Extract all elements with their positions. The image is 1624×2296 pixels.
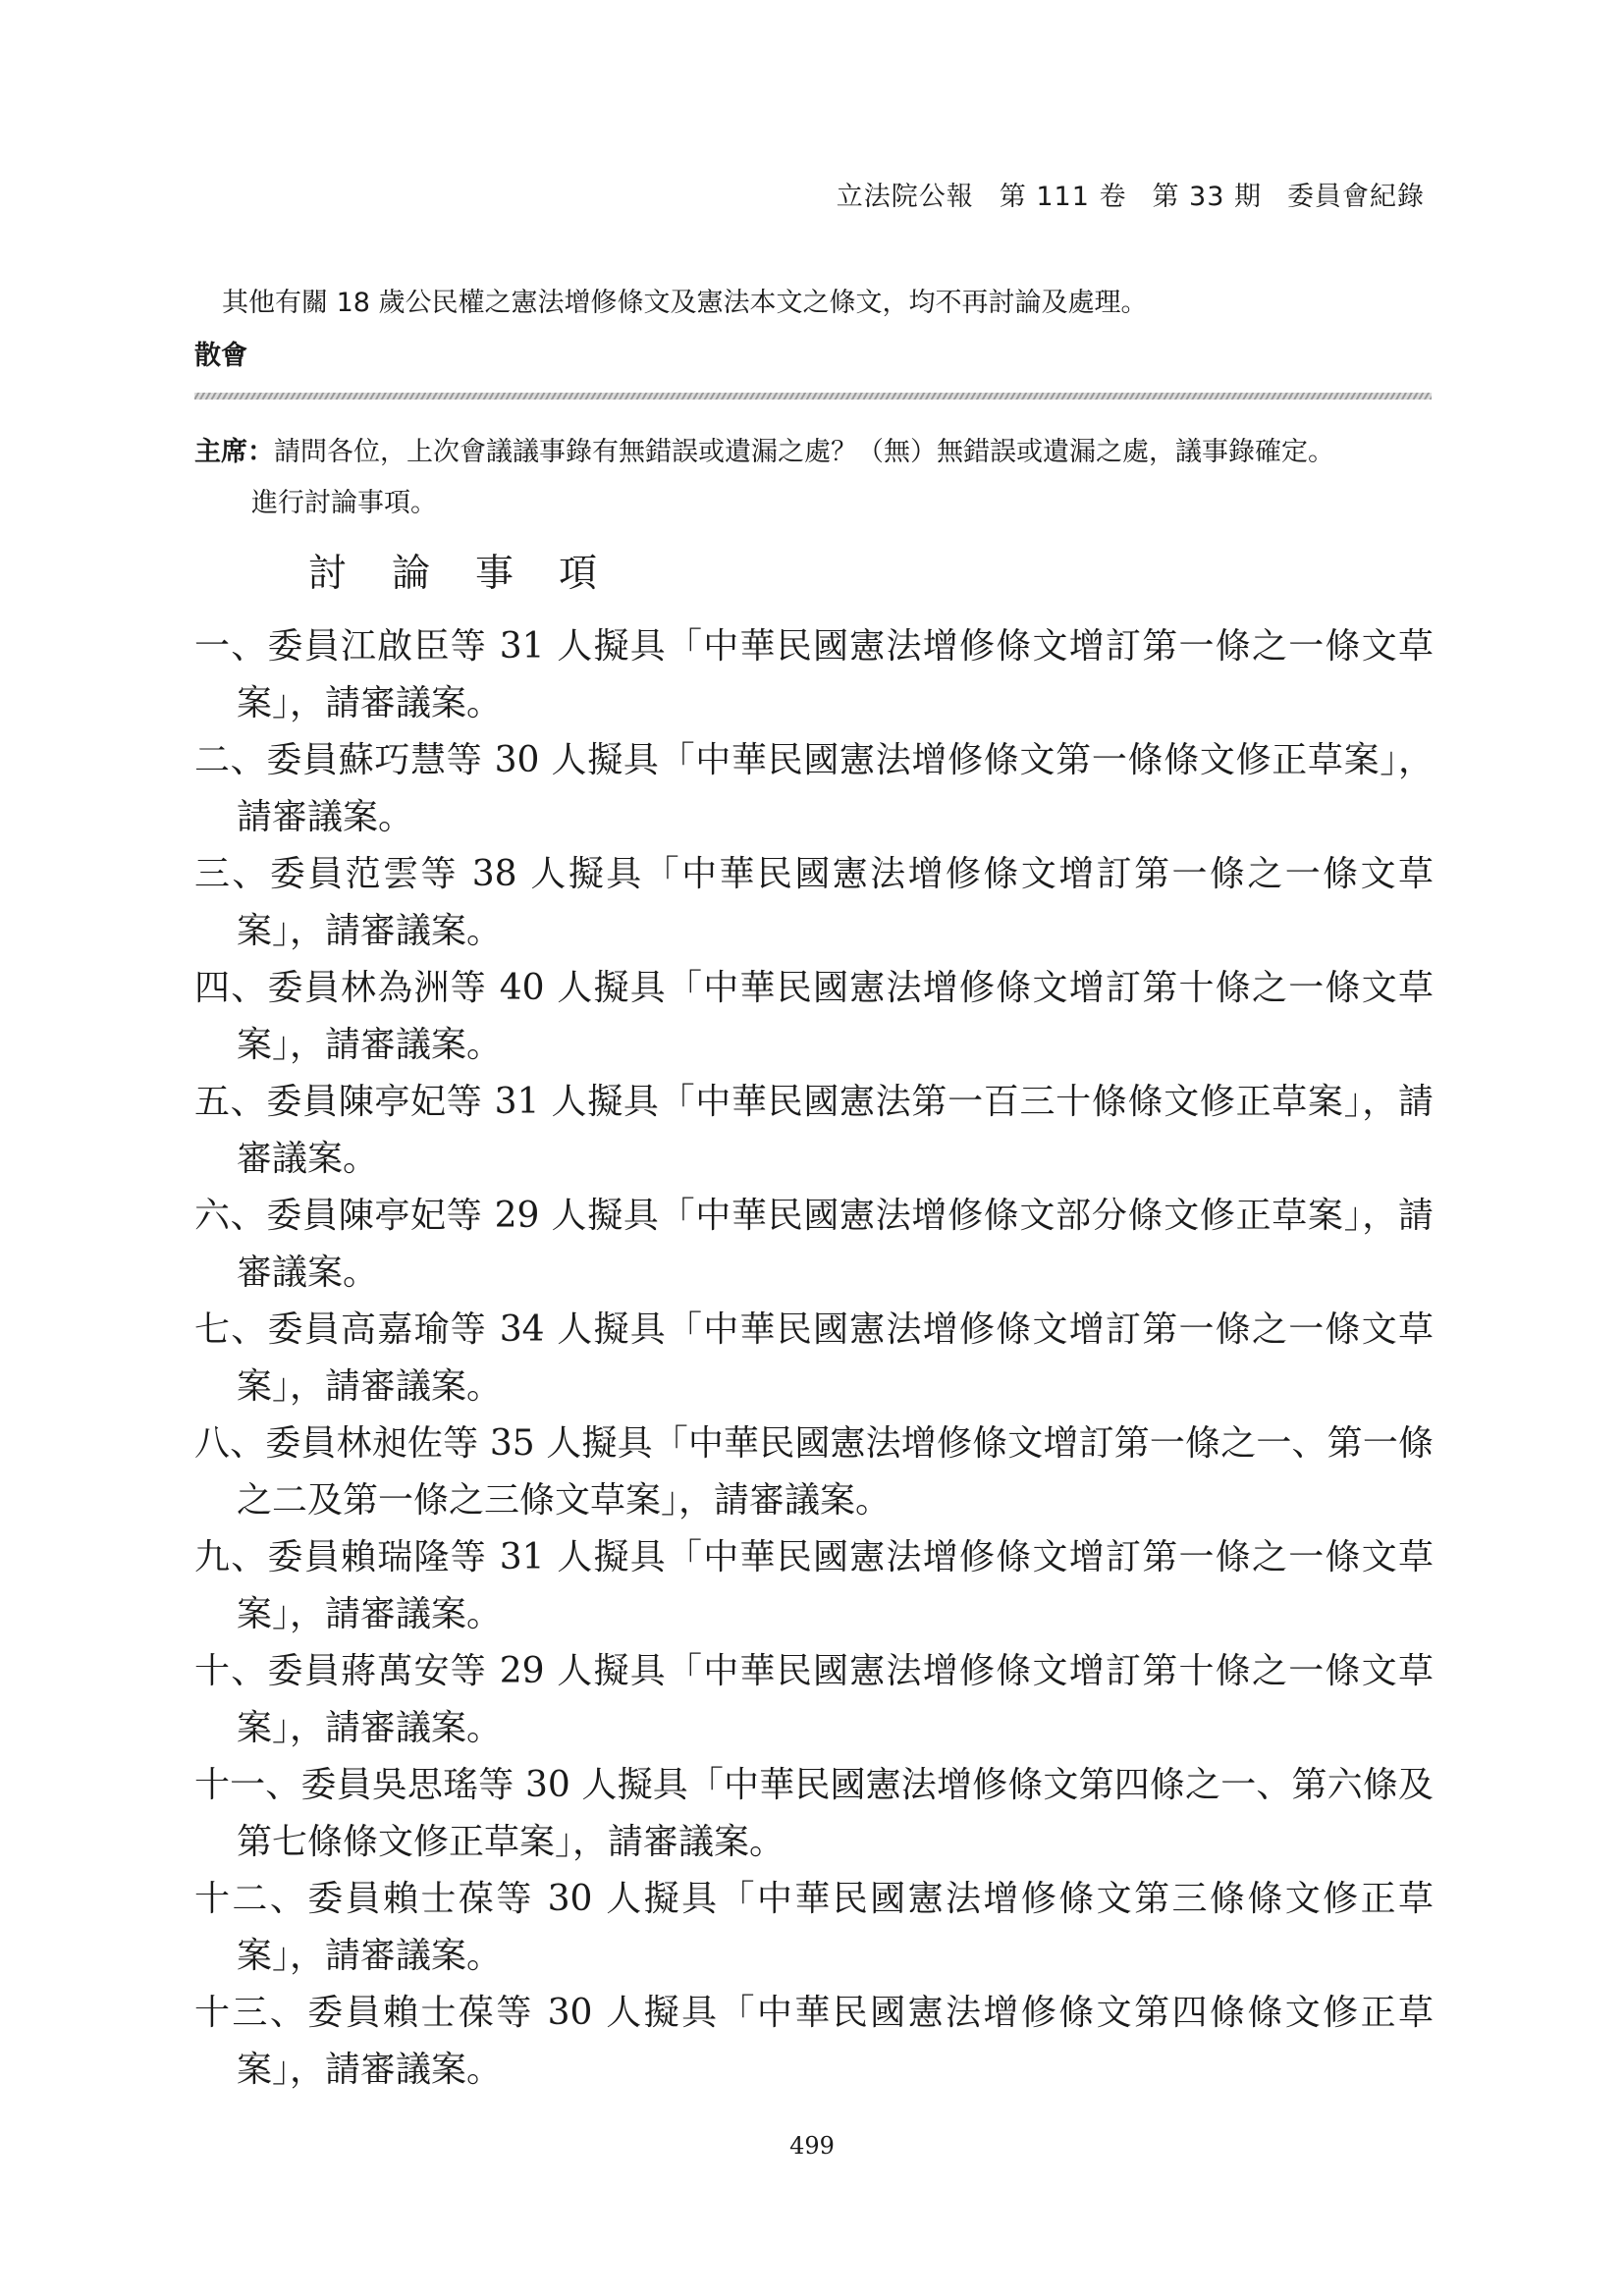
- section-title: 討論事項: [308, 552, 643, 596]
- agenda-item: 十一、委員吳思瑤等 30 人擬具「中華民國憲法增修條文第四條之一、第六條及第七條條文修正草案」，請審議案。: [194, 1765, 1434, 1862]
- speaker-label: 主席：: [194, 437, 274, 467]
- agenda-item: 二、委員蘇巧慧等 30 人擬具「中華民國憲法增修條文第一條條文修正草案」，請審議案。: [194, 740, 1434, 837]
- chair-statement-text: 請問各位，上次會議議事錄有無錯誤或遺漏之處？（無）無錯誤或遺漏之處，議事錄確定。: [274, 437, 1334, 467]
- agenda-item: 十、委員蔣萬安等 29 人擬具「中華民國憲法增修條文增訂第十條之一條文草案」，請審議案。: [194, 1651, 1434, 1748]
- section-name: 委員會紀錄: [1287, 182, 1425, 212]
- adjourn-label: 散會: [194, 341, 247, 371]
- agenda-item: 九、委員賴瑞隆等 31 人擬具「中華民國憲法增修條文增訂第一條之一條文草案」，請審議案。: [194, 1537, 1434, 1634]
- proceed-text: 進行討論事項。: [251, 488, 437, 518]
- agenda-item: 七、委員高嘉瑜等 34 人擬具「中華民國憲法增修條文增訂第一條之一條文草案」，請審議案。: [194, 1309, 1434, 1407]
- agenda-item: 八、委員林昶佐等 35 人擬具「中華民國憲法增修條文增訂第一條之一、第一條之二及第一條之三條文草案」，請審議案。: [194, 1423, 1434, 1521]
- page-number: 499: [789, 2132, 835, 2160]
- agenda-item: 三、委員范雲等 38 人擬具「中華民國憲法增修條文增訂第一條之一條文草案」，請審議案。: [194, 854, 1434, 951]
- section-divider: [194, 393, 1432, 400]
- agenda-item: 十二、委員賴士葆等 30 人擬具「中華民國憲法增修條文第三條條文修正草案」，請審議案。: [194, 1879, 1434, 1976]
- agenda-item: 十三、委員賴士葆等 30 人擬具「中華民國憲法增修條文第四條條文修正草案」，請審議案。: [194, 1993, 1434, 2090]
- agenda-list: [194, 618, 1434, 2099]
- agenda-item: 六、委員陳亭妃等 29 人擬具「中華民國憲法增修條文部分條文修正草案」，請審議案。: [194, 1196, 1434, 1293]
- previous-item-conclusion: 其他有關 18 歲公民權之憲法增修條文及憲法本文之條文，均不再討論及處理。: [222, 288, 1148, 318]
- agenda-item: 一、委員江啟臣等 31 人擬具「中華民國憲法增修條文增訂第一條之一條文草案」，請審議案。: [194, 626, 1434, 723]
- agenda-item: 五、委員陳亭妃等 31 人擬具「中華民國憲法第一百三十條條文修正草案」，請審議案。: [194, 1082, 1434, 1179]
- issue-number: 第 33 期: [1152, 182, 1262, 212]
- agenda-item: 四、委員林為洲等 40 人擬具「中華民國憲法增修條文增訂第十條之一條文草案」，請審議案。: [194, 968, 1434, 1065]
- page-header: [837, 175, 1425, 213]
- chair-statement: [194, 430, 1334, 468]
- publication-name: 立法院公報: [836, 182, 974, 212]
- volume-number: 第 111 卷: [999, 182, 1127, 212]
